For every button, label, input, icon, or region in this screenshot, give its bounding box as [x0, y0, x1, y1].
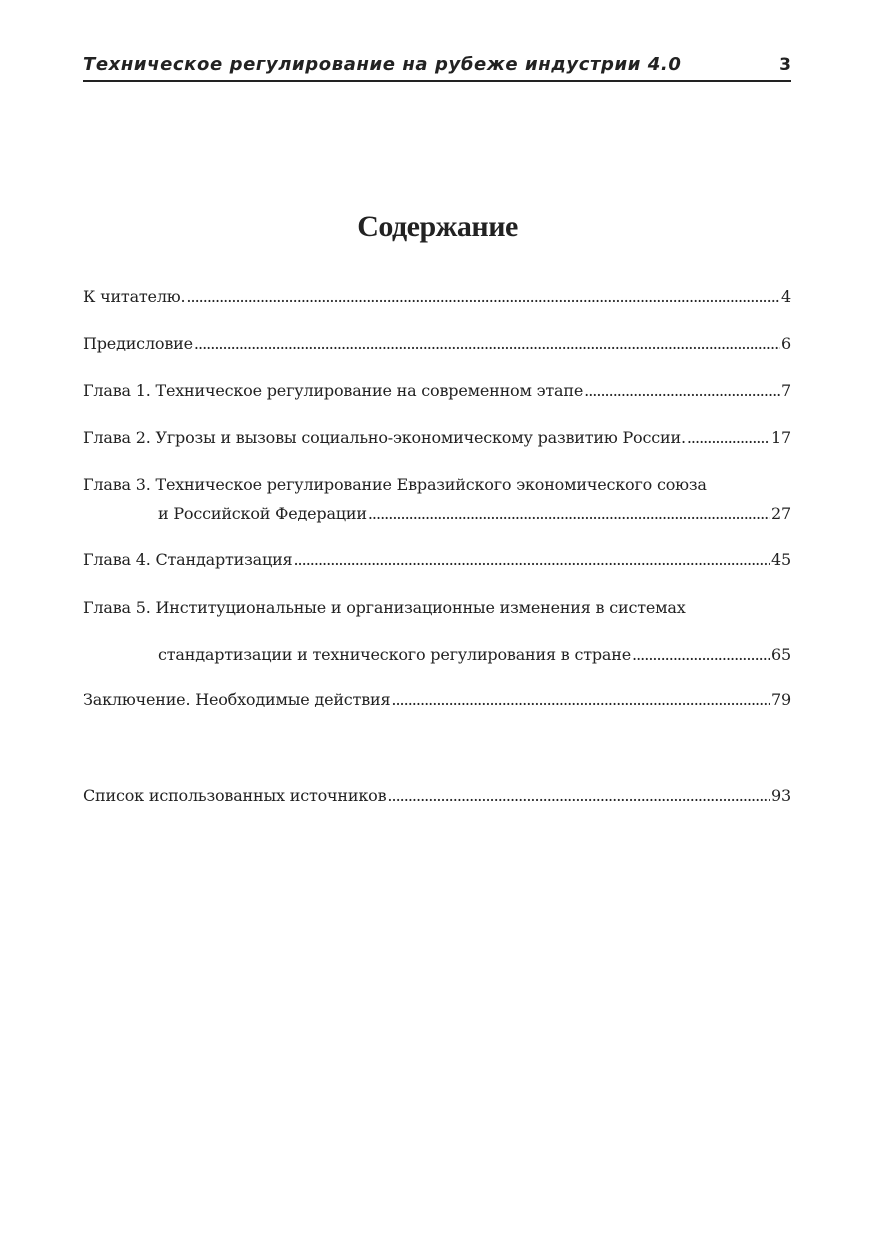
dot-leader: [584, 381, 780, 401]
toc-entry-page: 93: [771, 786, 791, 805]
toc-entry-line: [83, 428, 791, 448]
dot-leader: [194, 334, 780, 354]
toc-entry-label: Заключение. Необходимые действия: [83, 690, 391, 709]
page-number: 3: [779, 55, 791, 75]
toc-entry-label: Глава 3. Техническое регулирование Евразийского экономического союза: [83, 475, 707, 494]
toc-entry-line: [83, 475, 791, 495]
toc-entry-to-reader[interactable]: [83, 287, 791, 307]
toc-entry-label: К читателю.: [83, 287, 186, 306]
toc-entry-preface[interactable]: [83, 334, 791, 354]
dot-leader: [387, 786, 770, 806]
toc-entry-page: 27: [771, 504, 791, 523]
toc-entry-label: Список использованных источников: [83, 786, 387, 805]
dot-leader: [368, 504, 770, 524]
dot-leader: [186, 287, 780, 307]
toc-entry-conclusion[interactable]: [83, 690, 791, 710]
toc-entry-page: 6: [781, 334, 791, 353]
toc-entry-line: [83, 690, 791, 710]
toc-entry-label-continued: и Российской Федерации: [158, 504, 367, 523]
toc-entry-line: [83, 598, 791, 618]
toc-entry-chapter-4[interactable]: [83, 550, 791, 570]
toc-entry-page: 65: [771, 645, 791, 664]
dot-leader: [391, 690, 770, 710]
toc-entry-label: Глава 4. Стандартизация: [83, 550, 293, 569]
toc-entry-label-continued: стандартизации и технического регулирования в стране: [158, 645, 631, 664]
toc-entry-chapter-2[interactable]: [83, 428, 791, 448]
running-header: [83, 52, 791, 82]
toc-entry-label: Глава 1. Техническое регулирование на современном этапе: [83, 381, 584, 400]
toc-entry-page: 45: [771, 550, 791, 569]
toc-entry-line: [83, 786, 791, 806]
toc-entry-line-continued: [83, 645, 791, 665]
toc-entry-line: [83, 381, 791, 401]
toc-entry-label: Глава 5. Институциональные и организационные изменения в системах: [83, 598, 686, 617]
toc-entry-line: [83, 334, 791, 354]
toc-entry-label: Глава 2. Угрозы и вызовы социально-экономическому развитию России.: [83, 428, 686, 447]
toc-entry-line: [83, 287, 791, 307]
toc-title: Содержание: [357, 210, 518, 243]
toc-entry-page: 79: [771, 690, 791, 709]
toc-entry-chapter-1[interactable]: [83, 381, 791, 401]
toc-entry-page: 7: [781, 381, 791, 400]
toc-entry-page: 17: [771, 428, 791, 447]
toc-entry-line-continued: [83, 504, 791, 524]
dot-leader: [687, 428, 770, 448]
toc-entry-label: Предисловие: [83, 334, 193, 353]
toc-entry-references[interactable]: [83, 786, 791, 806]
dot-leader: [632, 645, 770, 665]
toc-entry-page: 4: [781, 287, 791, 306]
toc-entry-line: [83, 550, 791, 570]
dot-leader: [293, 550, 770, 570]
running-title: Техническое регулирование на рубеже индустрии 4.0: [83, 54, 682, 75]
toc-entry-chapter-3[interactable]: [83, 475, 791, 524]
toc-entry-chapter-5[interactable]: [83, 598, 791, 665]
